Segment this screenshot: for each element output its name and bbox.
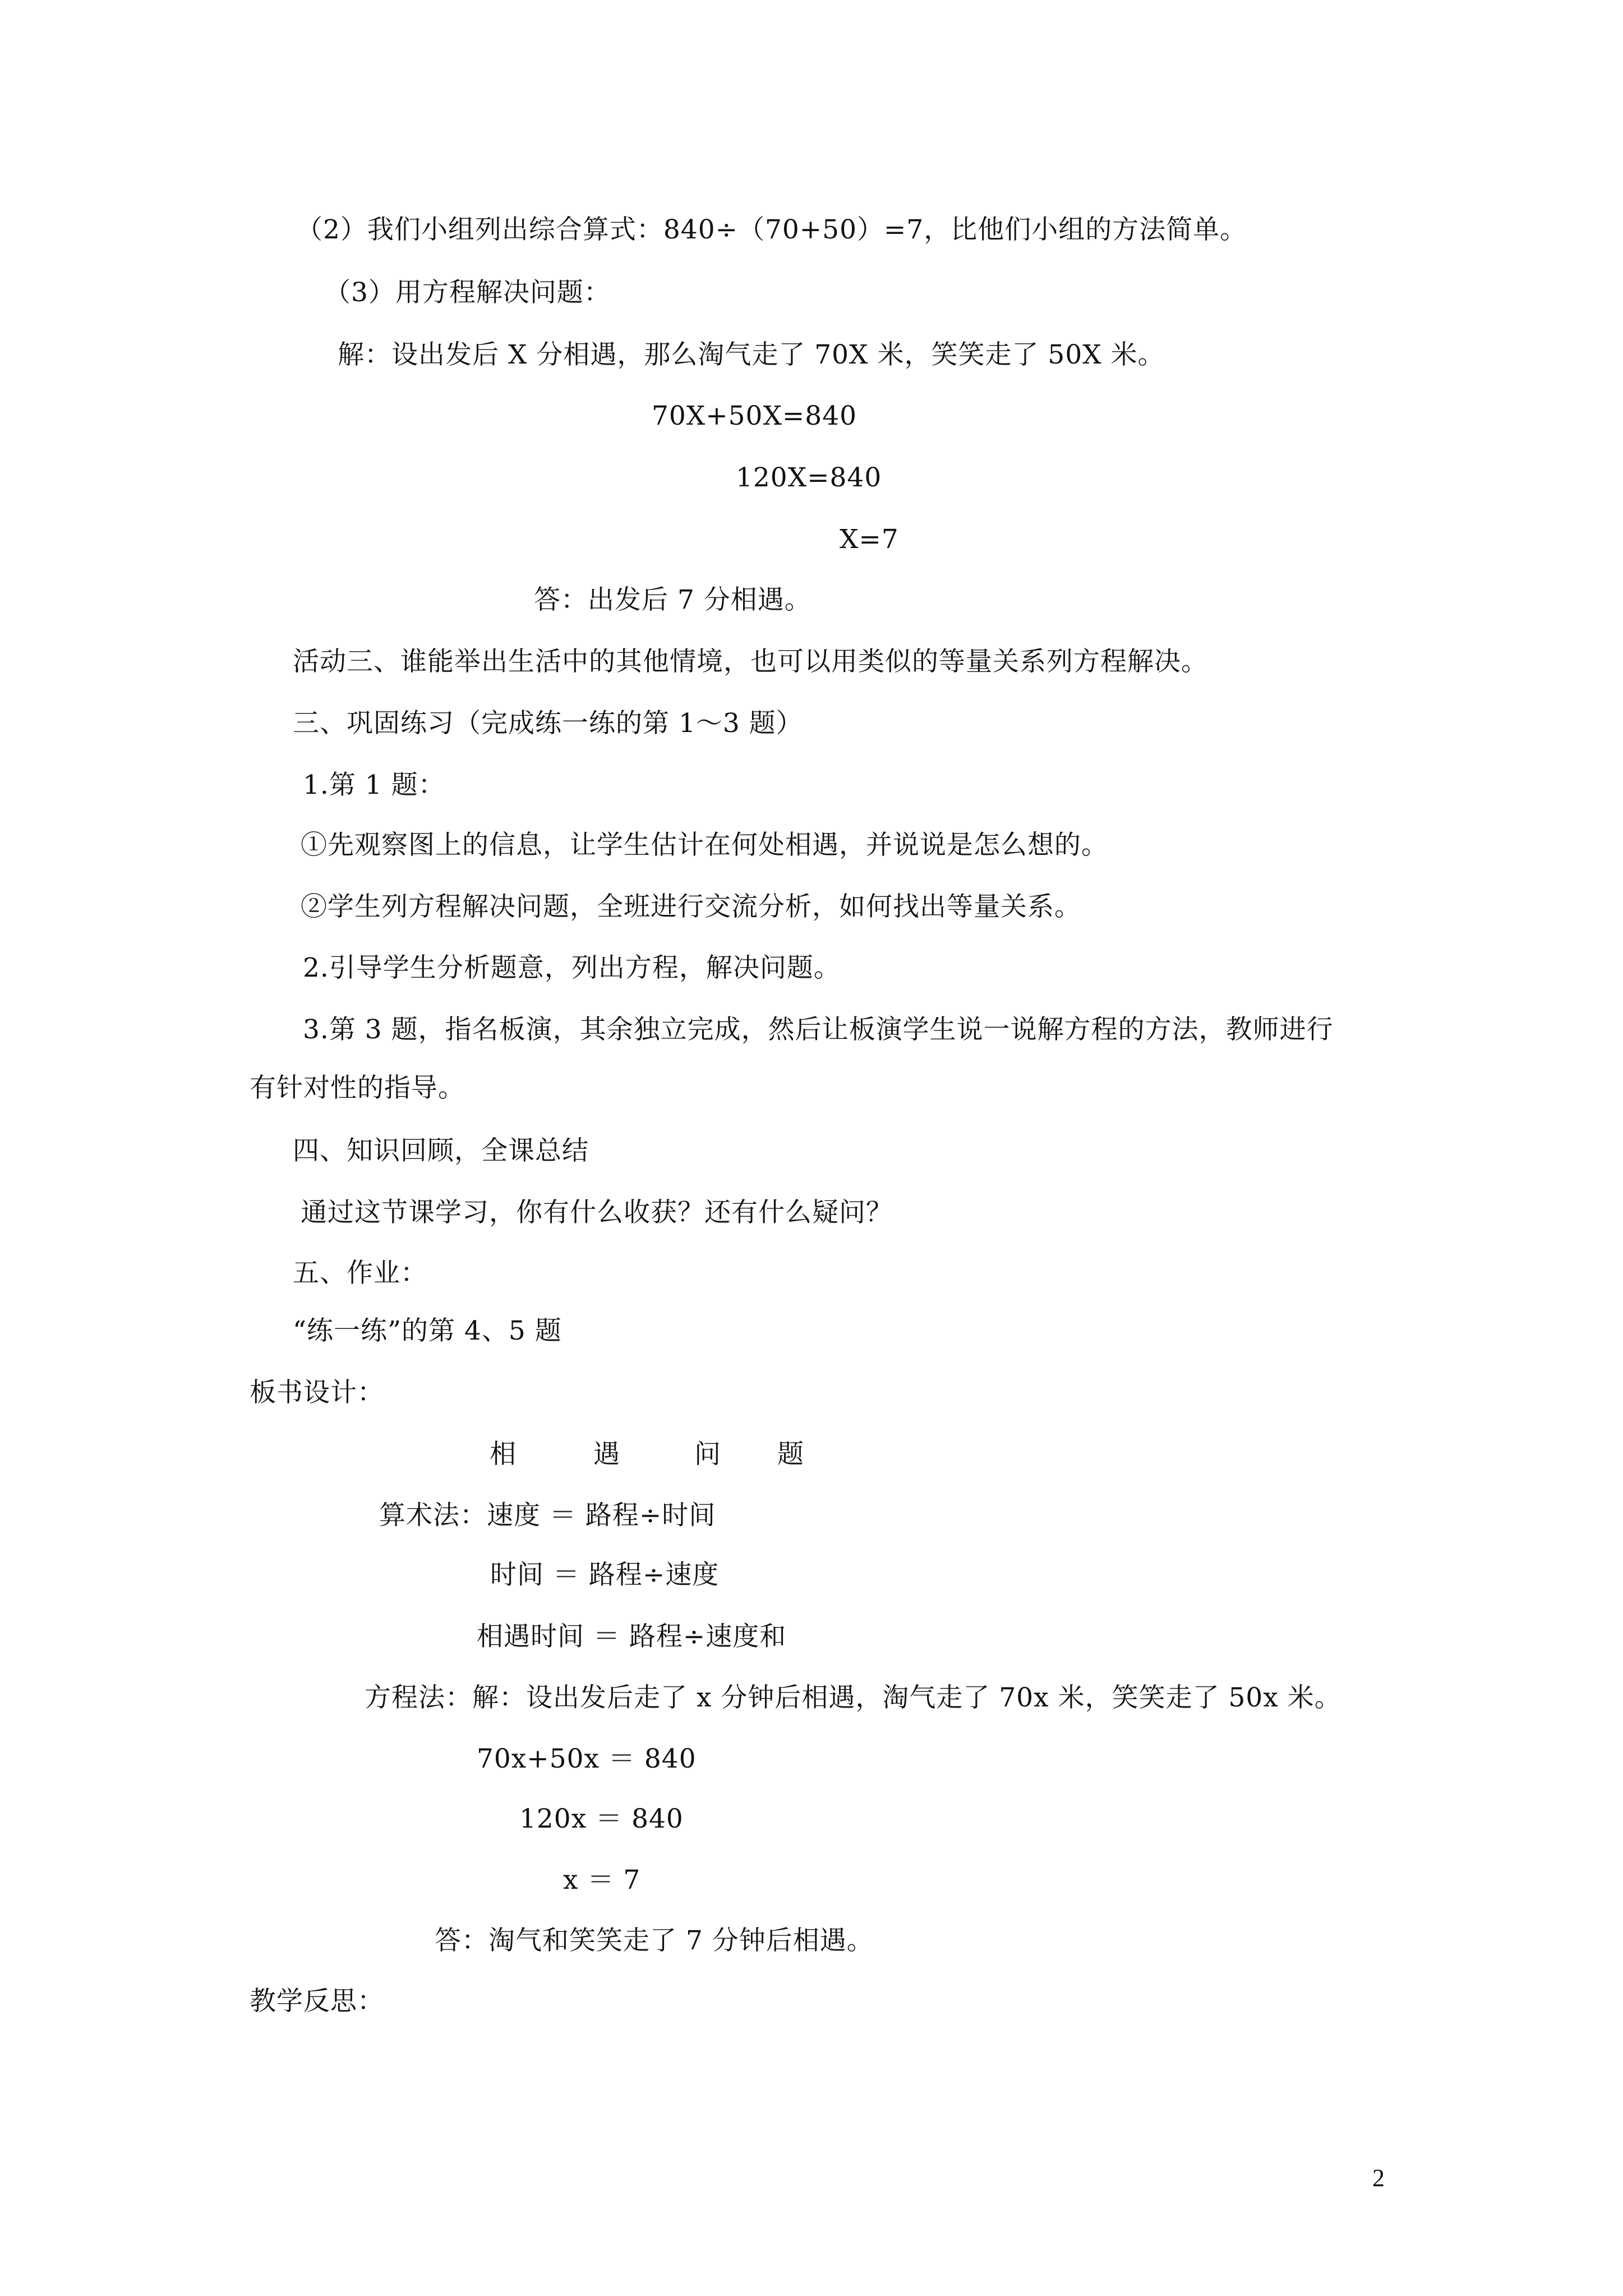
exercise-1-step-1: ①先观察图上的信息，让学生估计在何处相遇，并说说是怎么想的。 [301,830,1108,861]
section-heading-practice: 三、巩固练习（完成练一练的第 1～3 题） [293,708,803,739]
board-title-char-1: 相 [490,1439,517,1470]
equation-method-setup: 方程法：解：设出发后走了 x 分钟后相遇，淘气走了 70x 米，笑笑走了 50x 米。 [365,1682,1341,1713]
homework-line: “练一练”的第 4、5 题 [293,1315,562,1346]
board-equation-1: 70x+50x ＝ 840 [477,1743,697,1774]
summary-question: 通过这节课学习，你有什么收获？还有什么疑问？ [301,1197,893,1228]
solution-setup: 解：设出发后 X 分相遇，那么淘气走了 70X 米，笑笑走了 50X 米。 [338,339,1165,370]
exercise-3-line-1: 3.第 3 题，指名板演，其余独立完成，然后让板演学生说一说解方程的方法，教师进行 [303,1014,1334,1045]
board-equation-3: x ＝ 7 [563,1865,641,1895]
exercise-2: 2.引导学生分析题意，列出方程，解决问题。 [303,953,841,983]
board-title-char-4: 题 [777,1439,804,1470]
equation-line-1: 70X+50X=840 [652,401,857,431]
board-design-heading: 板书设计： [250,1377,384,1408]
board-answer: 答：淘气和笑笑走了 7 分钟后相遇。 [435,1925,874,1956]
board-title-char-2: 遇 [593,1439,620,1470]
paragraph-equation-method: （3）用方程解决问题： [324,277,611,308]
arithmetic-formula-meeting-time: 相遇时间 ＝ 路程÷速度和 [477,1621,787,1652]
paragraph-combined-formula: （2）我们小组列出综合算式：840÷（70+50）=7，比他们小组的方法简单。 [296,214,1247,245]
section-heading-homework: 五、作业： [293,1258,427,1289]
section-heading-summary: 四、知识回顾，全课总结 [293,1135,589,1166]
activity-three: 活动三、谁能举出生活中的其他情境，也可以用类似的等量关系列方程解决。 [293,646,1208,677]
exercise-3-line-2: 有针对性的指导。 [250,1073,465,1103]
board-equation-2: 120x ＝ 840 [519,1803,684,1834]
arithmetic-formula-speed: 算术法：速度 ＝ 路程÷时间 [379,1500,716,1531]
board-title-char-3: 问 [694,1439,721,1470]
page-number: 2 [1372,2164,1385,2192]
equation-line-3: X=7 [840,524,899,555]
exercise-1-heading: 1.第 1 题： [303,770,445,800]
answer-line: 答：出发后 7 分相遇。 [534,585,811,615]
exercise-1-step-2: ②学生列方程解决问题，全班进行交流分析，如何找出等量关系。 [301,891,1081,922]
equation-line-2: 120X=840 [736,462,882,493]
arithmetic-formula-time: 时间 ＝ 路程÷速度 [490,1559,720,1590]
teaching-reflection-heading: 教学反思： [250,1986,384,2017]
